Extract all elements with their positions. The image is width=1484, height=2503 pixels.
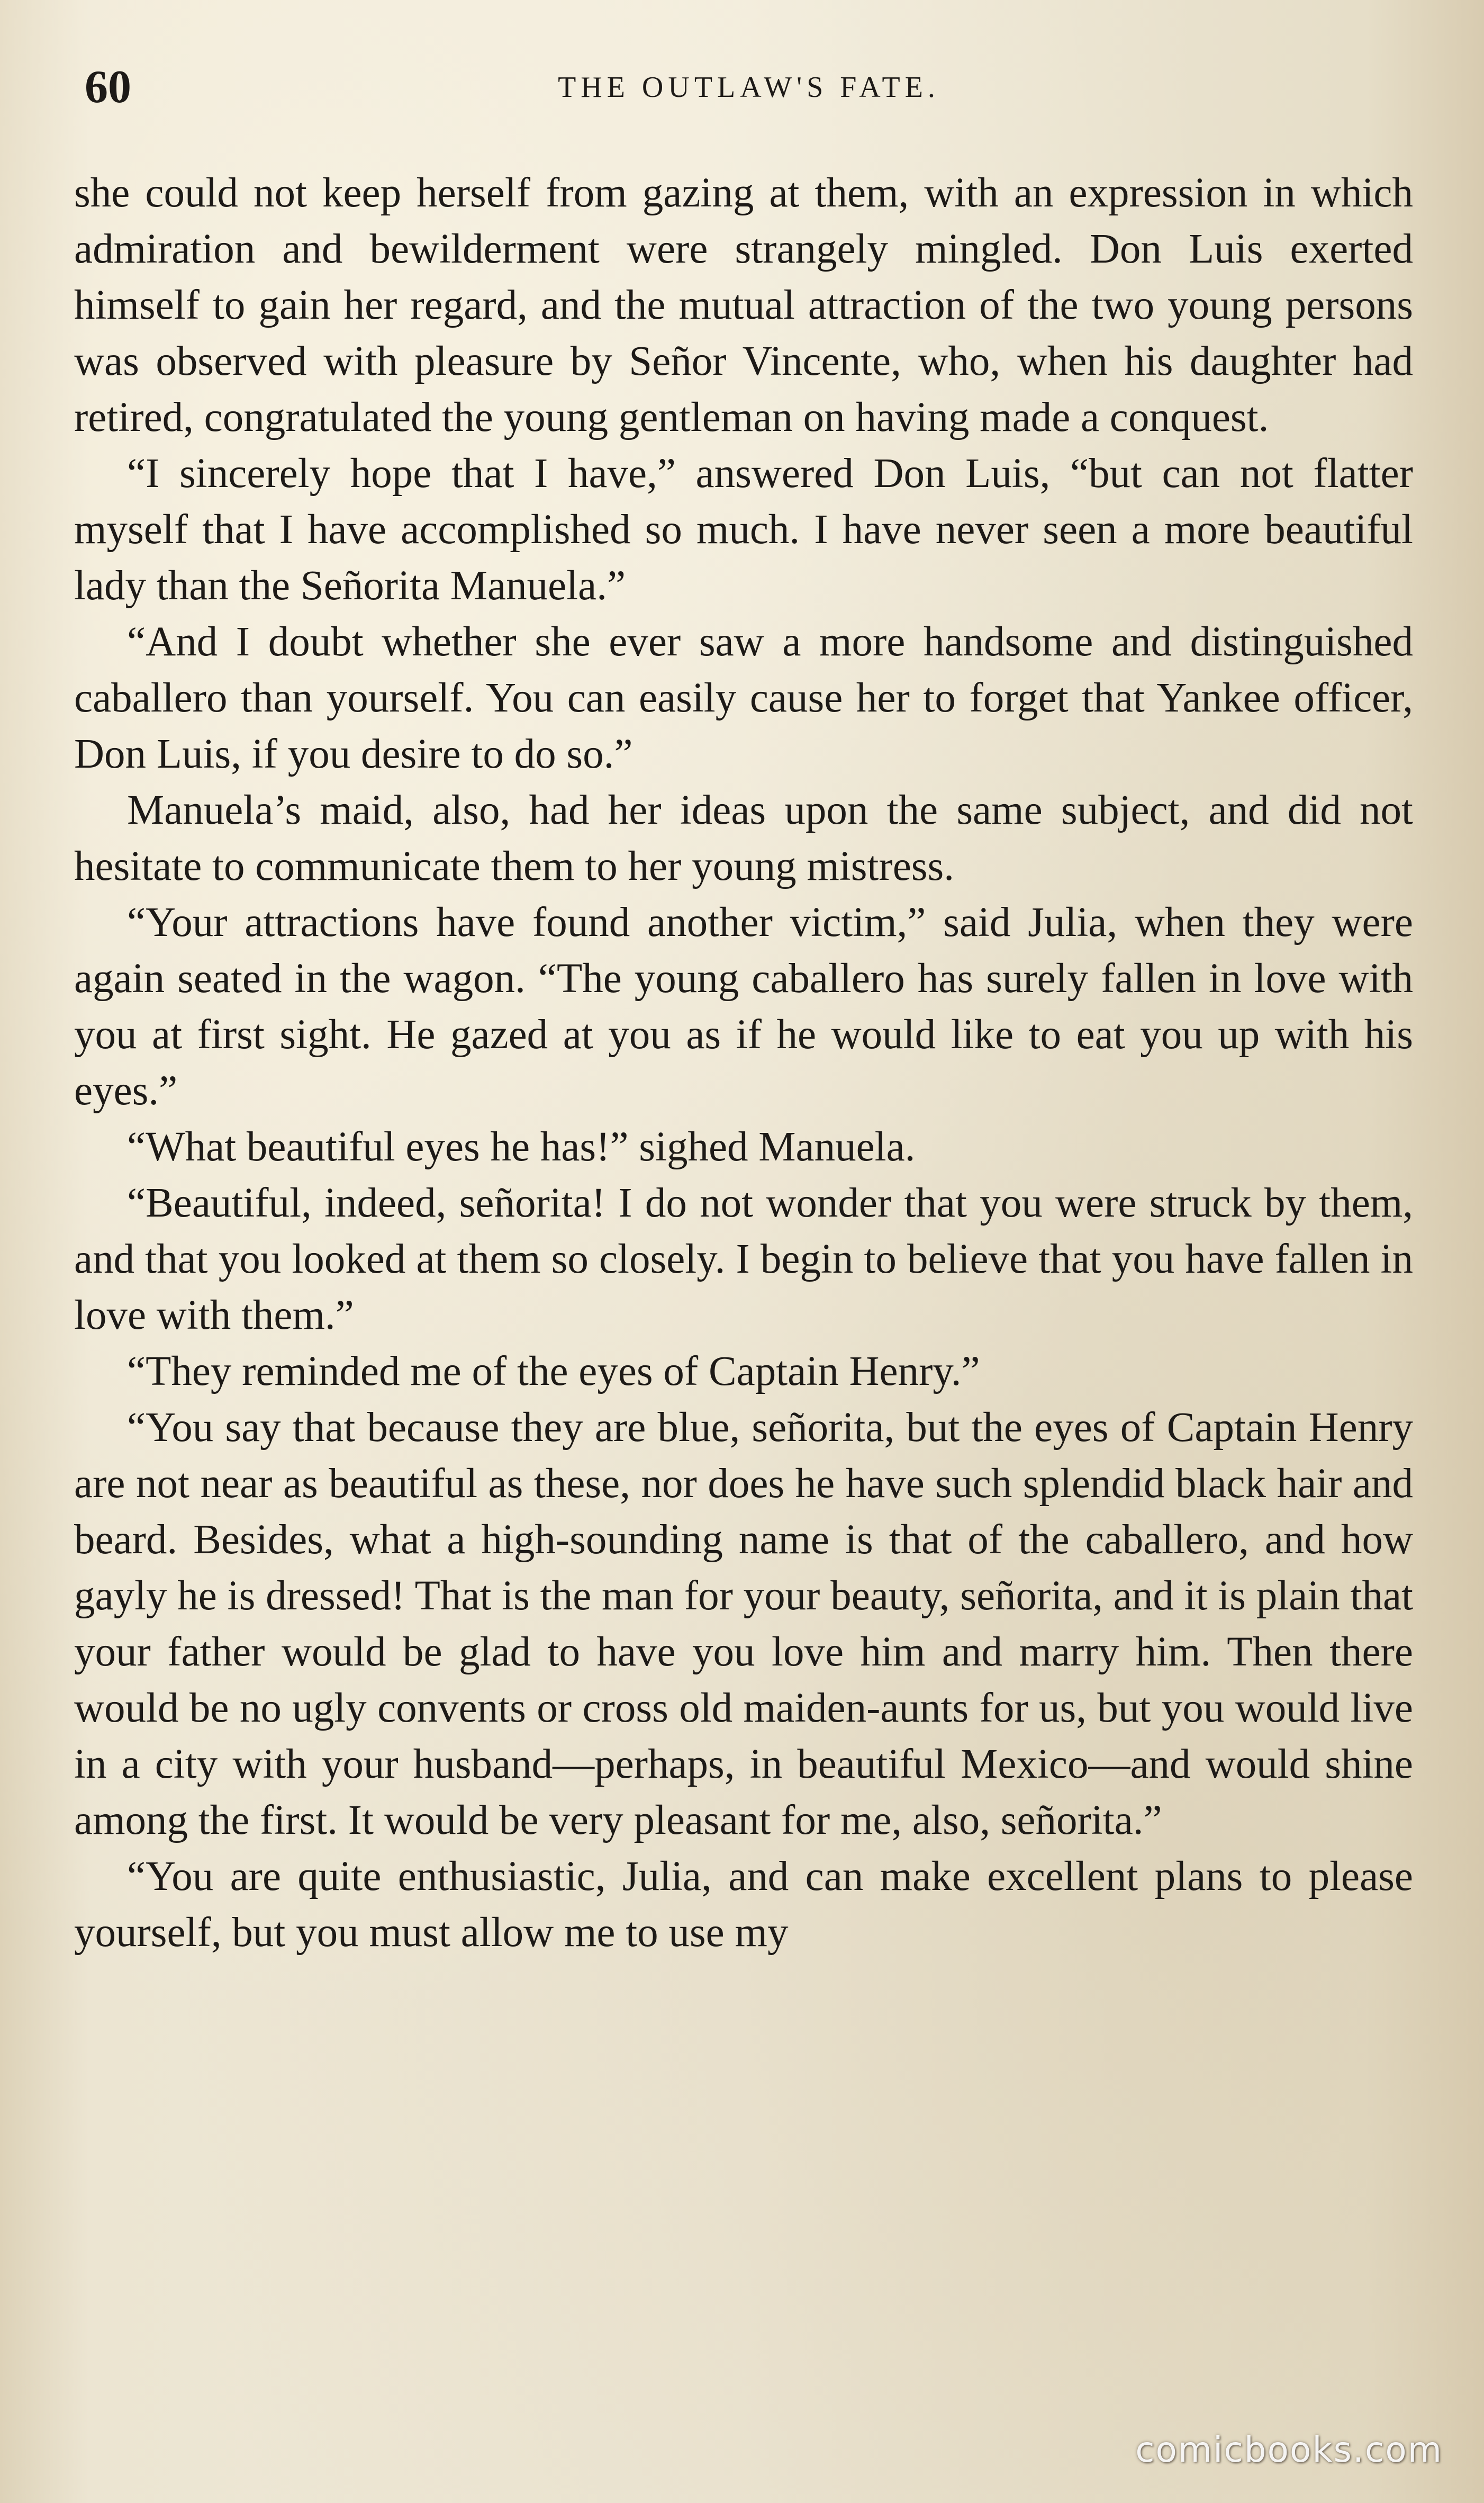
page-number: 60: [85, 61, 131, 113]
paragraph: “Your attractions have found another victim,” said Julia, when they were again seated in the wagon. “The young caballero has surely fallen in love with you at first sight. He gazed at you as if he would like to eat you up with his eyes.”: [74, 899, 1413, 1114]
paragraph: “What beautiful eyes he has!” sighed Manuela.: [127, 1124, 916, 1170]
running-title: THE OUTLAW'S FATE.: [558, 71, 940, 104]
paragraph: “I sincerely hope that I have,” answered Don Luis, “but can not flatter myself that I have accomplished so much. I have never seen a more beautiful lady than the Señorita Manuela.”: [74, 451, 1413, 609]
paragraph: she could not keep herself from gazing at them, with an expression in which admiration and bewilderment were strangely mingled. Don Luis exerted himself to gain her regard, and the mutual attraction of the two young persons was observed with pleasure by Señor Vincente, who, when his daughter had retired, congratulated the young gentleman on having made a conquest.: [74, 170, 1413, 440]
paragraph: “They reminded me of the eyes of Captain Henry.”: [127, 1348, 980, 1394]
body-text: [74, 165, 1413, 1961]
watermark: comicbooks.com: [1135, 2429, 1443, 2470]
paragraph: “Beautiful, indeed, señorita! I do not wonder that you were struck by them, and that you looked at them so closely. I begin to believe that you have fallen in love with them.”: [74, 1180, 1413, 1338]
paragraph: Manuela’s maid, also, had her ideas upon the same subject, and did not hesitate to communicate them to her young mistress.: [74, 787, 1413, 889]
page-header: [85, 58, 1413, 116]
paragraph: “And I doubt whether she ever saw a more handsome and distinguished caballero than yourself. You can easily cause her to forget that Yankee officer, Don Luis, if you desire to do so.”: [74, 619, 1413, 777]
paragraph: “You say that because they are blue, señorita, but the eyes of Captain Henry are not near as beautiful as these, nor does he have such splendid black hair and beard. Besides, what a high-sounding name is that of the caballero, and how gayly he is dressed! That is the man for your beauty, señorita, and it is plain that your father would be glad to have you love him and marry him. Then there would be no ugly convents or cross old maiden-aunts for us, but you would live in a city with your husband—perhaps, in beautiful Mexico—and would shine among the first. It would be very pleasant for me, also, señorita.”: [74, 1404, 1413, 1843]
paragraph: “You are quite enthusiastic, Julia, and can make excellent plans to please yourself, but you must allow me to use my: [74, 1853, 1413, 1956]
